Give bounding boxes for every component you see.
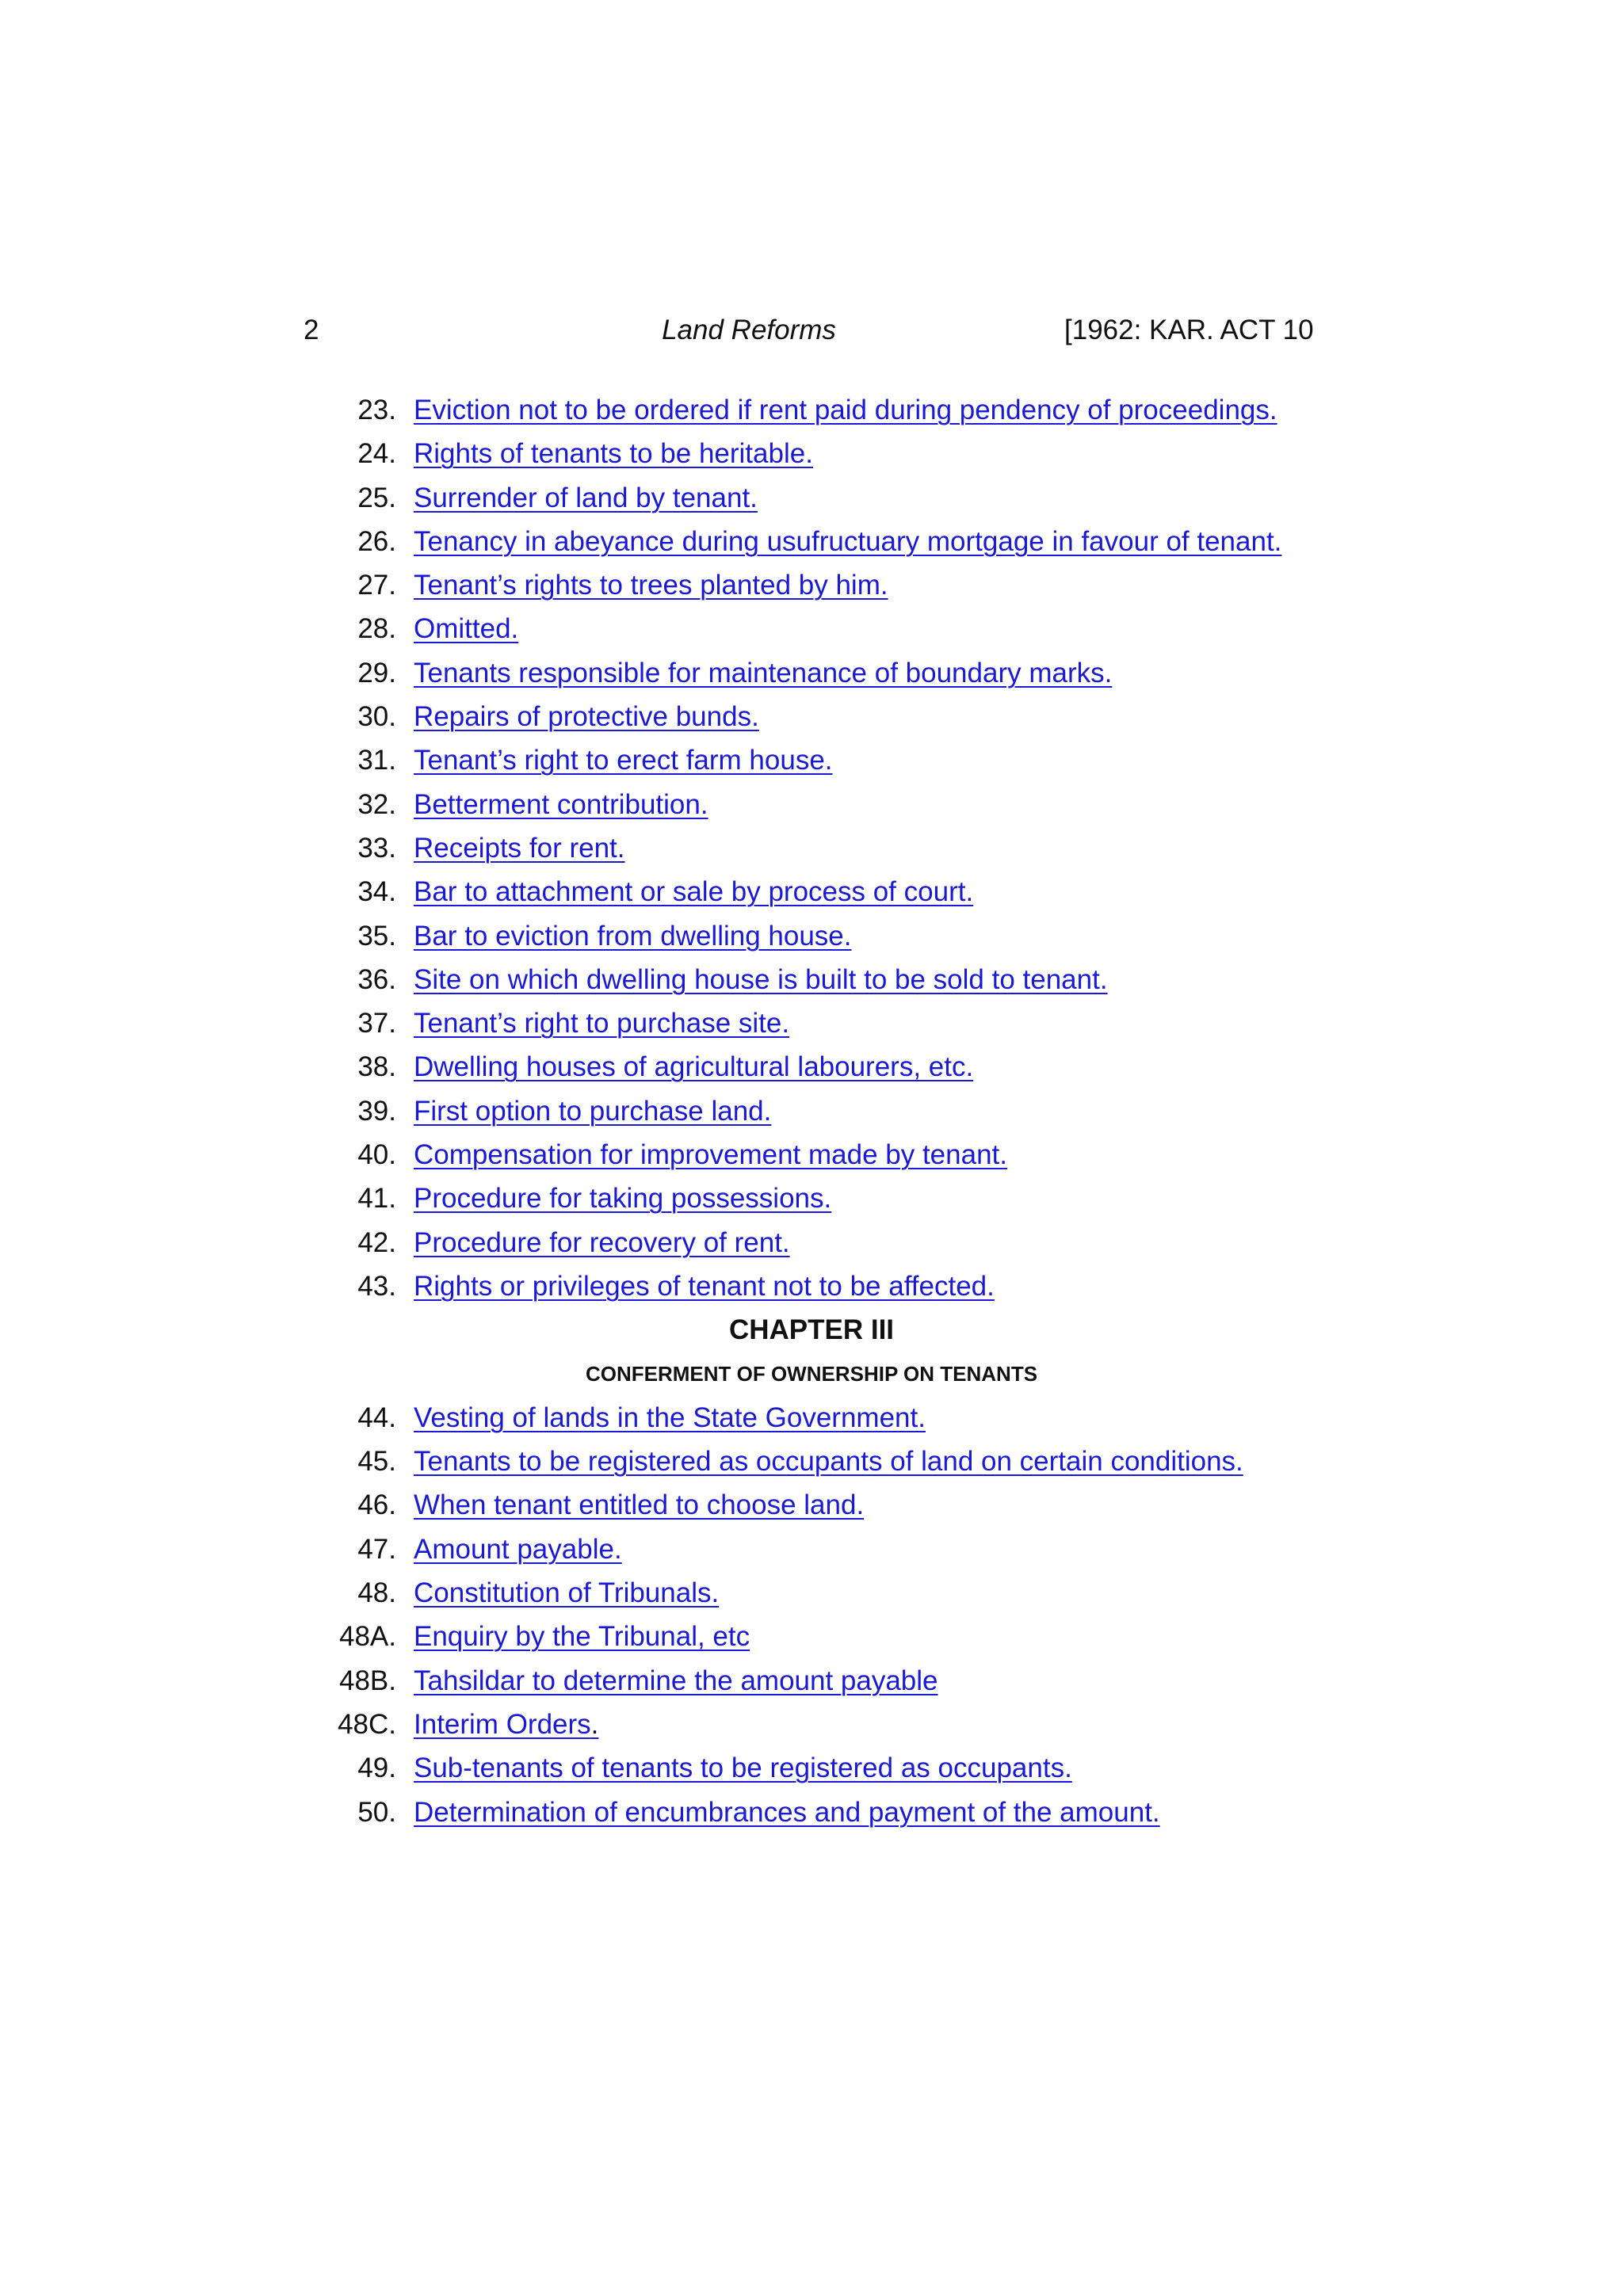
section-title[interactable]: Enquiry by the Tribunal, etc [414,1621,750,1653]
section-title[interactable]: Procedure for recovery of rent. [414,1226,790,1258]
section-link[interactable] [414,870,973,913]
section-title-tail: . [590,1708,599,1740]
toc-row [0,1659,1623,1703]
toc-row [0,1527,1623,1571]
section-title[interactable]: Betterment contribution. [414,788,708,820]
section-link[interactable] [414,1703,598,1746]
toc-row [0,1177,1623,1220]
section-title[interactable]: Repairs of protective bunds. [414,701,759,733]
section-number: 25. [357,482,396,513]
section-number: 39. [357,1095,396,1127]
toc-row [0,1001,1623,1045]
section-number: 50. [357,1796,396,1828]
section-number: 40. [357,1139,396,1171]
section-link[interactable] [414,1264,995,1308]
section-title[interactable]: First option to purchase land. [414,1095,772,1127]
section-title[interactable]: Site on which dwelling house is built to be sold to tenant. [414,963,1108,995]
section-link[interactable] [414,1615,750,1658]
toc-row [0,870,1623,913]
section-number: 48. [357,1577,396,1609]
section-title[interactable]: Tenant’s rights to trees planted by him. [414,570,888,601]
section-number: 34. [357,876,396,908]
section-title[interactable]: Compensation for improvement made by tenant. [414,1139,1007,1171]
section-link[interactable] [414,388,1277,432]
section-link[interactable] [414,520,1281,563]
page-header [0,311,1623,350]
section-number: 24. [357,438,396,470]
section-link[interactable] [414,1571,719,1615]
section-link[interactable] [414,1483,864,1527]
section-link[interactable] [414,563,888,607]
toc-row [0,695,1623,738]
toc-row [0,1264,1623,1308]
section-number: 26. [357,525,396,557]
toc-row [0,738,1623,782]
section-number: 43. [357,1270,396,1302]
section-title[interactable]: When tenant entitled to choose land. [414,1489,865,1521]
section-title[interactable]: Rights of tenants to be heritable. [414,438,813,470]
section-title[interactable]: Constitution of Tribunals. [414,1577,720,1609]
toc-row [0,1133,1623,1177]
toc-row [0,826,1623,870]
toc-row [0,958,1623,1001]
section-number: 49. [357,1753,396,1784]
toc-row [0,476,1623,520]
section-link[interactable] [414,1045,973,1089]
section-title[interactable]: Vesting of lands in the State Government. [414,1402,926,1433]
section-title[interactable]: Surrender of land by tenant. [414,482,758,513]
toc-row [0,388,1623,432]
section-link[interactable] [414,1791,1160,1834]
section-link[interactable] [414,738,833,782]
section-number: 42. [357,1226,396,1258]
section-title[interactable]: Bar to attachment or sale by process of court. [414,876,974,908]
section-title[interactable]: Eviction not to be ordered if rent paid during pendency of proceedings. [414,395,1277,425]
toc-row [0,1703,1623,1746]
toc-row [0,1221,1623,1264]
section-link[interactable] [414,695,759,738]
section-link[interactable] [414,607,518,650]
section-link[interactable] [414,1177,831,1220]
section-link[interactable] [414,1133,1007,1177]
section-link[interactable] [414,432,813,475]
chapter-heading: CHAPTER III [728,1314,895,1346]
toc-row [0,1791,1623,1834]
section-title[interactable]: Interim Orders [414,1708,591,1740]
toc-row [0,1615,1623,1658]
section-link[interactable] [414,651,1112,695]
section-number: 31. [357,745,396,776]
section-title[interactable]: Omitted. [414,613,519,645]
toc-row [0,607,1623,650]
section-link[interactable] [414,1089,771,1133]
section-title[interactable]: Dwelling houses of agricultural labourers, etc. [414,1051,974,1083]
section-list-part2 [0,1396,1623,1834]
section-number: 48B. [339,1665,396,1696]
chapter-subheading: CONFERMENT OF OWNERSHIP ON TENANTS [585,1361,1038,1386]
section-title[interactable]: Determination of encumbrances and payment of the amount. [414,1796,1160,1828]
page-number: 2 [304,315,319,345]
section-number: 48C. [338,1708,396,1740]
running-title: Land Reforms [662,315,836,345]
section-link[interactable] [414,826,625,870]
section-title[interactable]: Tenants responsible for maintenance of boundary marks. [414,657,1113,688]
section-link[interactable] [414,1746,1072,1790]
section-title[interactable]: Amount payable. [414,1533,622,1565]
toc-row [0,1045,1623,1089]
section-number: 30. [357,701,396,733]
toc-row [0,432,1623,475]
section-number: 28. [357,613,396,645]
section-number: 23. [357,395,396,425]
toc-row [0,783,1623,826]
section-link[interactable] [414,1001,789,1045]
section-title[interactable]: Procedure for taking possessions. [414,1183,832,1215]
section-title[interactable]: Receipts for rent. [414,832,625,864]
section-number: 44. [357,1402,396,1433]
section-number: 48A. [339,1621,396,1653]
toc-row [0,1089,1623,1133]
section-number: 47. [357,1533,396,1565]
section-link[interactable] [414,1221,790,1264]
section-title[interactable]: Tenancy in abeyance during usufructuary mortgage in favour of tenant. [414,525,1282,557]
section-number: 27. [357,570,396,601]
toc-row [0,1483,1623,1527]
section-title[interactable]: Tenant’s right to purchase site. [414,1008,790,1039]
toc-row [0,520,1623,563]
section-number: 35. [357,920,396,952]
toc-row [0,1440,1623,1483]
section-number: 29. [357,657,396,688]
section-title[interactable]: Tenants to be registered as occupants of land on certain conditions. [414,1446,1243,1478]
toc-row [0,1571,1623,1615]
section-number: 36. [357,963,396,995]
act-reference: [1962: KAR. ACT 10 [1064,315,1314,345]
section-link[interactable] [414,1396,926,1440]
section-number: 41. [357,1183,396,1215]
section-number: 45. [357,1446,396,1478]
section-number: 37. [357,1008,396,1039]
section-link[interactable] [414,1659,938,1703]
toc-row [0,914,1623,958]
section-link[interactable] [414,476,758,520]
section-title[interactable]: Tahsildar to determine the amount payable [414,1665,938,1696]
section-link[interactable] [414,1527,622,1571]
section-number: 33. [357,832,396,864]
section-number: 38. [357,1051,396,1083]
section-link[interactable] [414,958,1108,1001]
section-title[interactable]: Bar to eviction from dwelling house. [414,920,852,952]
section-number: 46. [357,1489,396,1521]
toc-row [0,563,1623,607]
toc-row [0,1746,1623,1790]
section-link[interactable] [414,1440,1243,1483]
section-link[interactable] [414,783,708,826]
section-title[interactable]: Tenant’s right to erect farm house. [414,745,833,776]
section-number: 32. [357,788,396,820]
section-title[interactable]: Rights or privileges of tenant not to be affected. [414,1270,995,1302]
section-list-part1 [0,388,1623,1308]
section-link[interactable] [414,914,852,958]
toc-row [0,1396,1623,1440]
section-title[interactable]: Sub-tenants of tenants to be registered as occupants. [414,1753,1072,1784]
table-of-contents [0,388,1623,1834]
toc-row [0,651,1623,695]
